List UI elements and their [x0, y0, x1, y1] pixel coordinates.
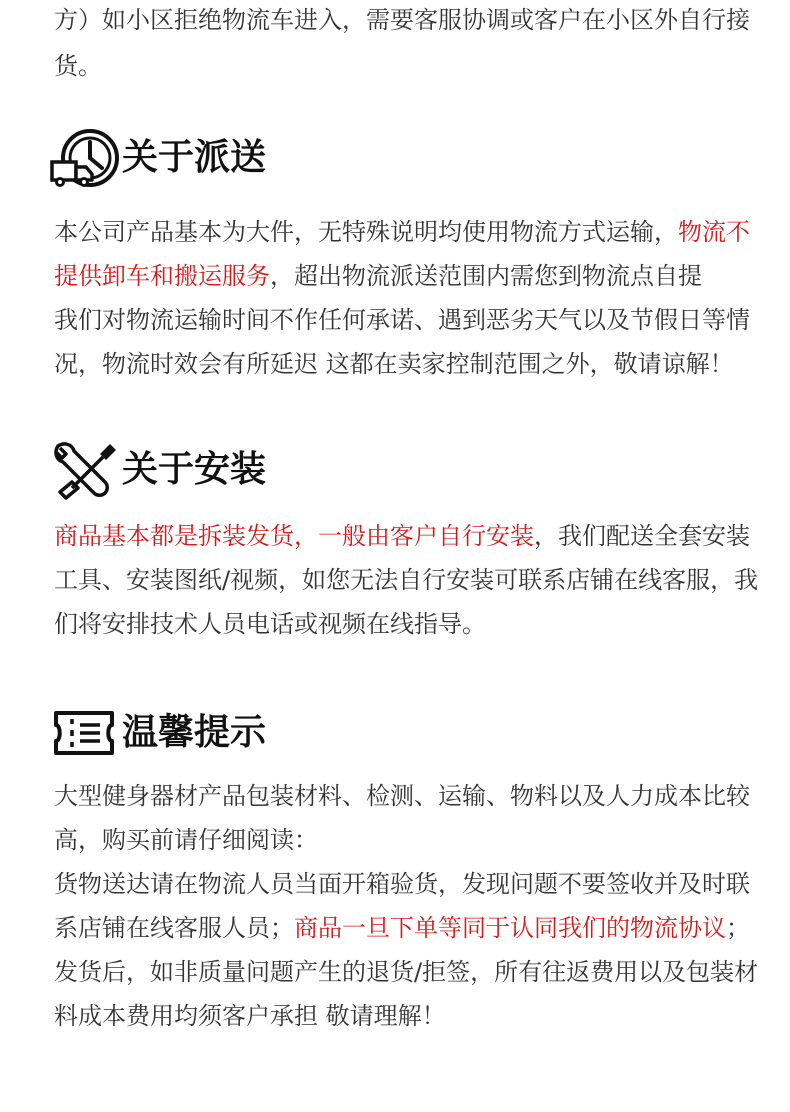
delivery-highlight: 提供卸车和搬运服务	[54, 262, 270, 290]
delivery-title: 关于派送	[122, 137, 267, 178]
install-line-1	[54, 520, 750, 552]
delivery-heading	[50, 128, 266, 188]
tips-heading	[50, 703, 266, 763]
install-title: 关于安装	[122, 449, 267, 490]
delivery-line-4: 况，物流时效会有所延迟 这都在卖家控制范围之外，敬请谅解！	[54, 350, 734, 378]
tips-text: ；	[726, 914, 750, 942]
install-line-3: 们将安排技术人员电话或视频在线指导。	[54, 610, 486, 638]
tips-highlight: 商品一旦下单等同于认同我们的物流协议	[294, 914, 726, 942]
install-highlight: 商品基本都是拆装发货，一般由客户自行安装	[54, 522, 534, 550]
delivery-text: 本公司产品基本为大件，无特殊说明均使用物流方式运输，	[54, 218, 678, 246]
tips-line-2: 高，购买前请仔细阅读：	[54, 826, 318, 854]
tips-line-3: 货物送达请在物流人员当面开箱验货，发现问题不要签收并及时联	[54, 870, 750, 898]
tips-title: 温馨提示	[122, 712, 267, 753]
tips-line-6: 料成本费用均须客户承担 敬请理解！	[54, 1002, 446, 1030]
install-heading	[50, 440, 266, 500]
intro-line-2: 货。	[54, 52, 102, 80]
install-line-2: 工具、安装图纸/视频，如您无法自行安装可联系店铺在线客服，我	[54, 566, 759, 594]
ticket-list-icon	[50, 703, 120, 763]
tips-line-5: 发货后，如非质量问题产生的退货/拒签，所有往返费用以及包装材	[54, 958, 759, 986]
tips-line-1: 大型健身器材产品包装材料、检测、运输、物料以及人力成本比较	[54, 782, 750, 810]
delivery-line-3: 我们对物流运输时间不作任何承诺、遇到恶劣天气以及节假日等情	[54, 306, 750, 334]
delivery-line-2	[54, 260, 702, 292]
delivery-truck-clock-icon	[50, 128, 120, 188]
install-text: ，我们配送全套安装	[534, 522, 750, 550]
tips-text: 系店铺在线客服人员；	[54, 914, 294, 942]
tips-line-4	[54, 912, 750, 944]
delivery-text: ，超出物流派送范围内需您到物流点自提	[270, 262, 702, 290]
delivery-line-1	[54, 216, 750, 248]
delivery-highlight: 物流不	[678, 218, 750, 246]
intro-line-1: 方）如小区拒绝物流车进入，需要客服协调或客户在小区外自行接	[54, 6, 750, 34]
wrench-screwdriver-icon	[50, 440, 120, 500]
